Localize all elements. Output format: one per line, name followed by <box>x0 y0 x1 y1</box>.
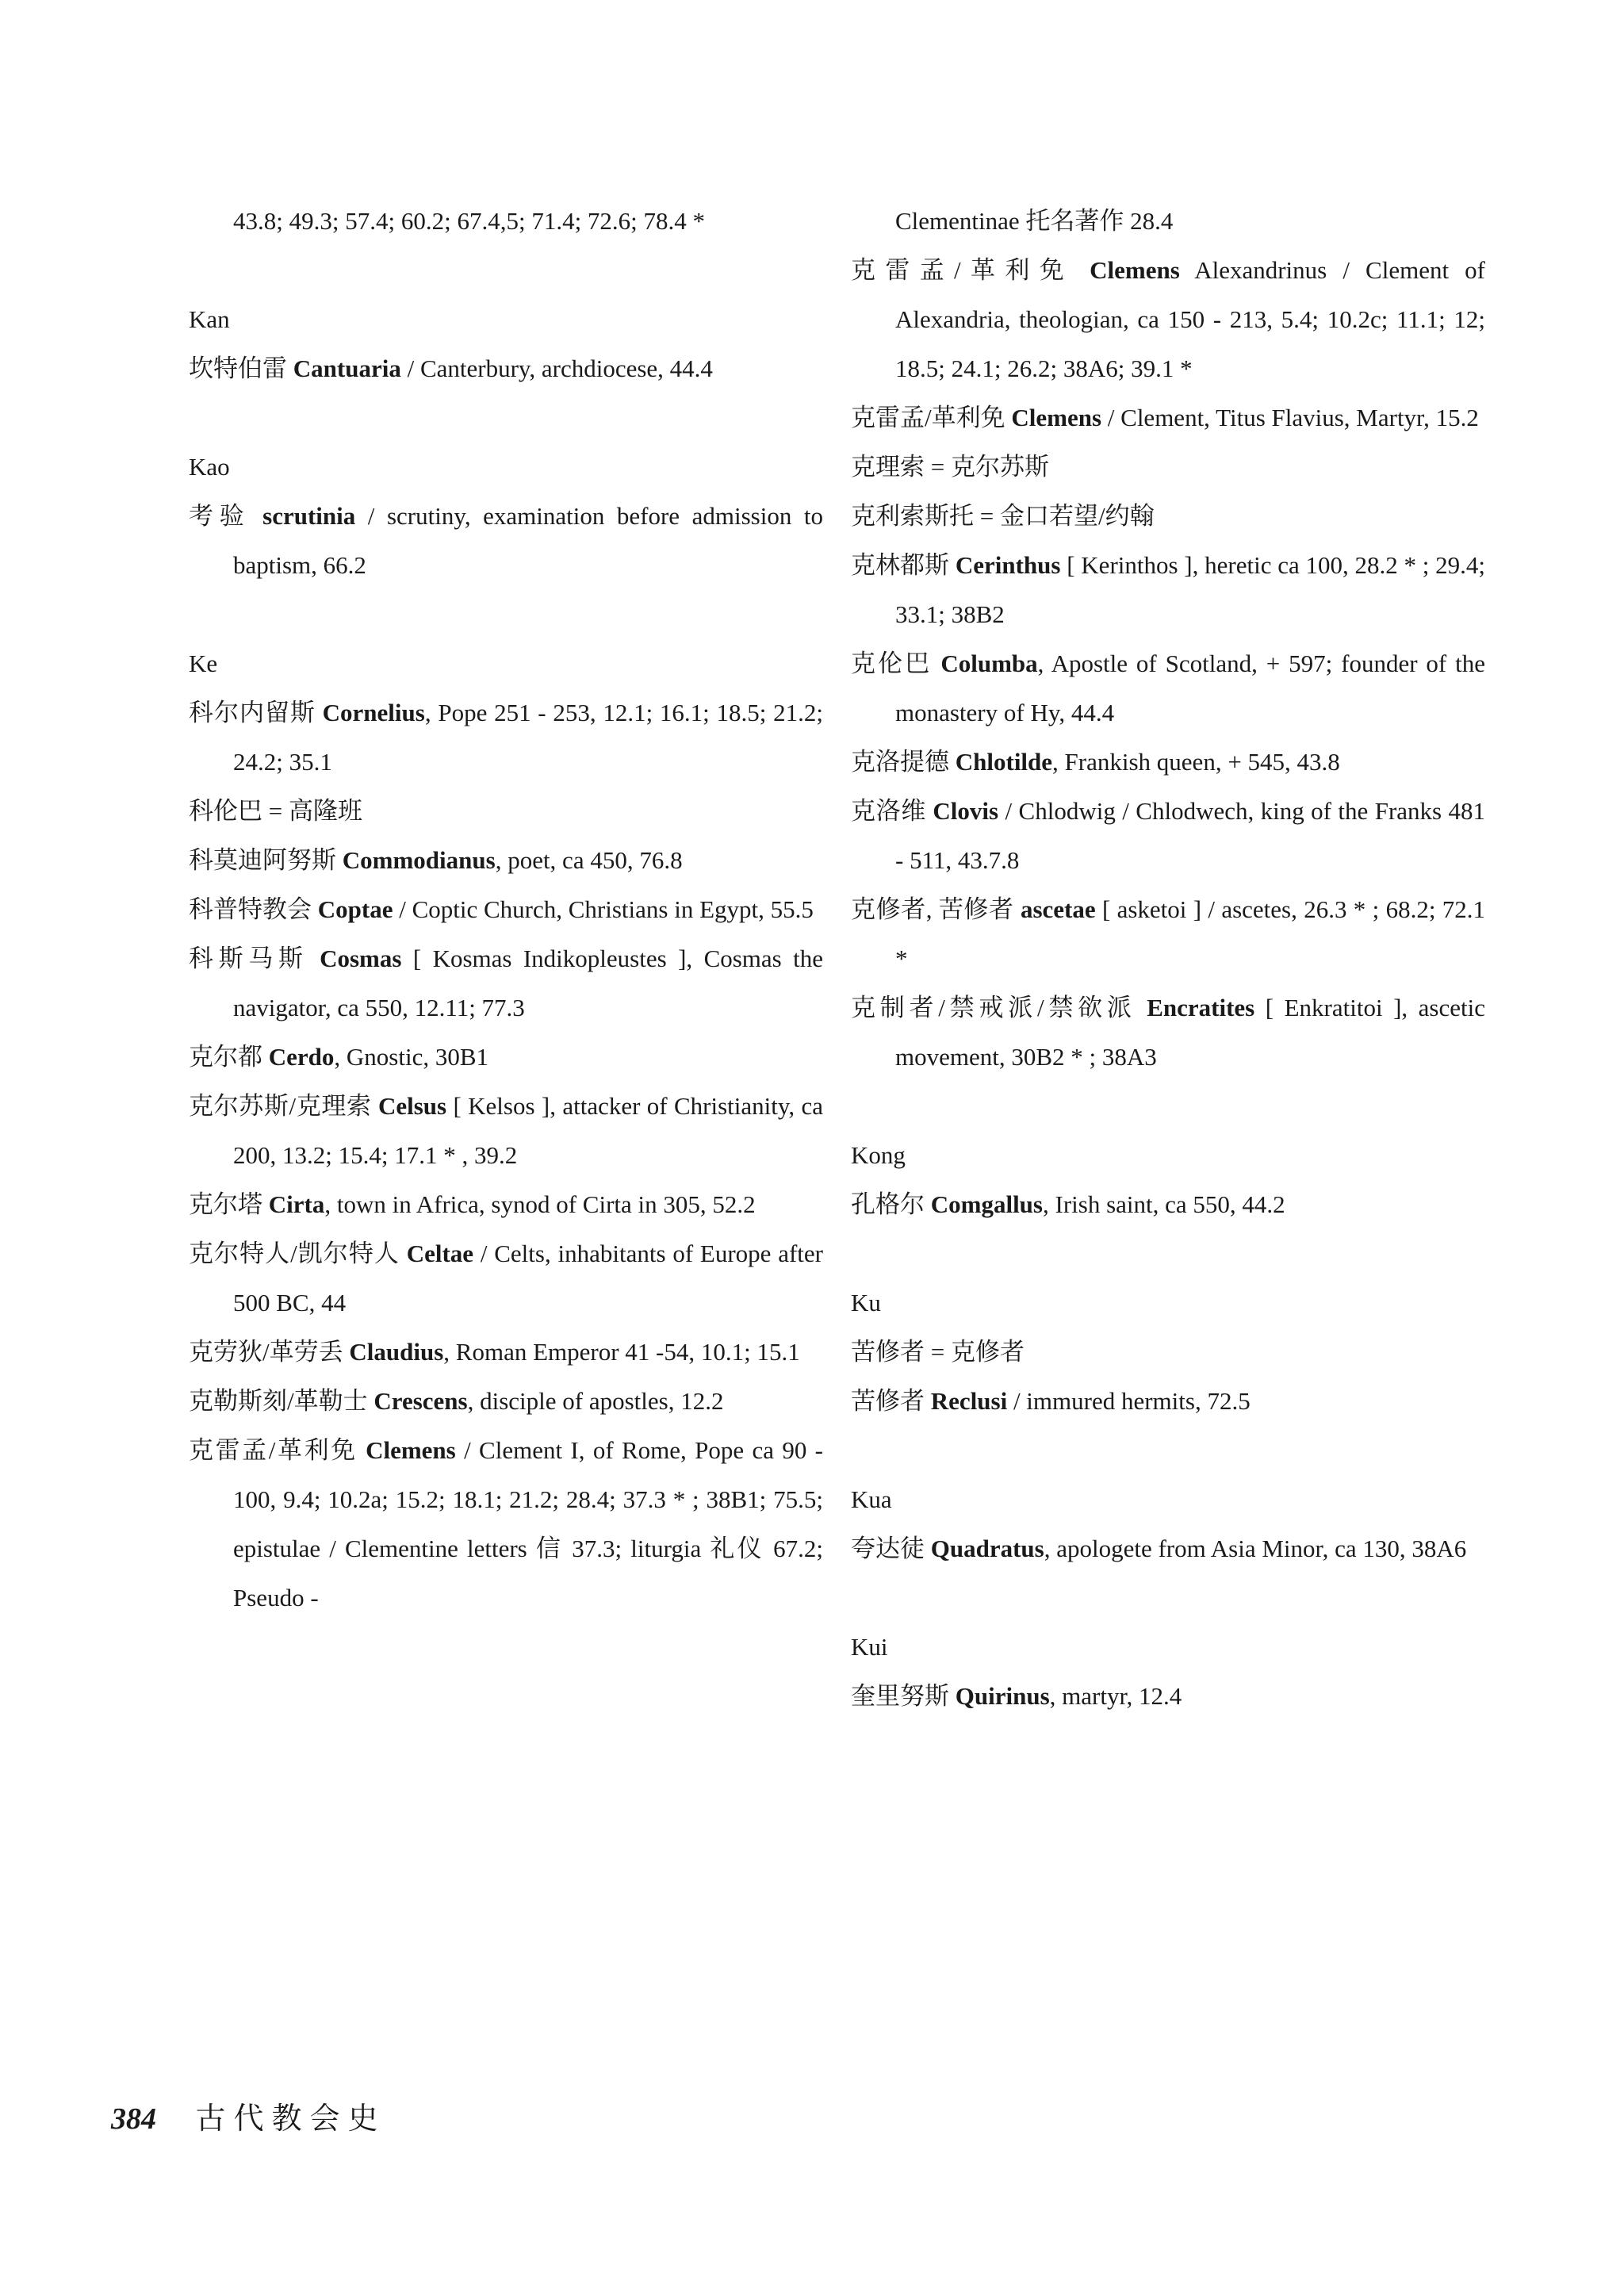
index-entry <box>851 1180 1485 1229</box>
index-entry <box>189 1082 823 1180</box>
index-entry <box>851 393 1485 443</box>
entry-latin-term: Comgallus <box>930 1190 1043 1218</box>
entry-latin-term: Chlotilde <box>955 748 1053 776</box>
index-entry <box>851 983 1485 1082</box>
index-entry <box>189 344 823 393</box>
entry-description: , martyr, 12.4 <box>1049 1682 1182 1710</box>
index-entry <box>851 639 1485 738</box>
entry-chinese-name: 克修者, 苦修者 <box>851 895 1014 923</box>
entry-latin-term: Quirinus <box>955 1682 1050 1710</box>
index-entry <box>189 1328 823 1377</box>
entry-description: / Coptic Church, Christians in Egypt, 55.5 <box>393 895 814 923</box>
entry-latin-term: Celsus <box>377 1092 447 1120</box>
entry-chinese-name: 科伦巴 = 高隆班 <box>189 797 362 825</box>
entry-chinese-name: 克利索斯托 = 金口若望/约翰 <box>851 502 1155 530</box>
section-letter-heading: Kua <box>851 1485 892 1513</box>
entry-description: [ Enkratitoi ], ascetic movement, 30B2 * ; 38A3 <box>895 994 1485 1071</box>
entry-chinese-name: 克制者/禁戒派/禁欲派 <box>851 994 1136 1021</box>
entry-description: , disciple of apostles, 12.2 <box>467 1387 724 1415</box>
entry-latin-term: Commodianus <box>342 846 496 874</box>
index-entry <box>851 246 1485 393</box>
entry-chinese-name: 科莫迪阿努斯 <box>189 846 336 874</box>
entry-latin-term: Cosmas <box>320 945 402 972</box>
entry-latin-term: Cirta <box>268 1190 325 1218</box>
entry-chinese-name: 考验 <box>189 502 251 530</box>
entry-latin-term: Columba <box>940 650 1038 677</box>
entry-latin-term: Claudius <box>349 1338 444 1366</box>
entry-description: / Celts, inhabitants of Europe after 500 BC, 44 <box>233 1240 824 1316</box>
entry-chinese-name: 苦修者 = 克修者 <box>851 1338 1025 1366</box>
left-column <box>189 197 823 1623</box>
section-letter-heading: Kan <box>189 305 230 333</box>
entry-chinese-name: 孔格尔 <box>851 1190 925 1218</box>
index-entry <box>189 688 823 787</box>
index-entry <box>851 1524 1485 1573</box>
entry-description: / Clement, Titus Flavius, Martyr, 15.2 <box>1101 404 1479 431</box>
entry-description: [ asketoi ] / ascetes, 26.3 * ; 68.2; 72.1 * <box>895 895 1486 972</box>
entry-description: / Chlodwig / Chlodwech, king of the Franks 481 - 511, 43.7.8 <box>895 797 1486 874</box>
entry-chinese-name: 克洛提德 <box>851 748 949 776</box>
entry-chinese-name: 克尔特人/凯尔特人 <box>189 1240 400 1267</box>
entry-chinese-name: 克雷孟/革利免 <box>189 1436 358 1464</box>
entry-chinese-name: 科斯马斯 <box>189 945 308 972</box>
entry-chinese-name: 科尔内留斯 <box>189 699 316 726</box>
entry-description: , town in Africa, synod of Cirta in 305, 52.2 <box>324 1190 756 1218</box>
entry-description: , Gnostic, 30B1 <box>334 1043 489 1071</box>
entry-chinese-name: 克勒斯刻/革勒士 <box>189 1387 368 1415</box>
entry-description: , apologete from Asia Minor, ca 130, 38A6 <box>1044 1535 1467 1562</box>
index-entry <box>851 443 1485 492</box>
entry-description: , poet, ca 450, 76.8 <box>495 846 683 874</box>
index-entry <box>189 1033 823 1082</box>
entry-latin-term: Coptae <box>317 895 393 923</box>
entry-description: , Frankish queen, + 545, 43.8 <box>1052 748 1340 776</box>
entry-description: [ Kosmas Indikopleustes ], Cosmas the navigator, ca 550, 12.11; 77.3 <box>233 945 824 1021</box>
entry-chinese-name: 坎特伯雷 <box>189 354 287 382</box>
section-letter-heading: Kao <box>189 453 230 481</box>
entry-latin-term: ascetae <box>1020 895 1096 923</box>
page-footer <box>111 2094 386 2137</box>
index-entry-continuation: 43.8; 49.3; 57.4; 60.2; 67.4,5; 71.4; 72.6; 78.4 * <box>233 207 706 235</box>
section-letter-heading: Ke <box>189 650 218 677</box>
entry-chinese-name: 克林都斯 <box>851 551 950 579</box>
index-entry <box>189 1426 823 1623</box>
entry-chinese-name: 克理索 = 克尔苏斯 <box>851 453 1049 481</box>
entry-chinese-name: 克洛维 <box>851 797 926 825</box>
index-entry <box>851 1377 1485 1426</box>
index-entry <box>851 541 1485 639</box>
entry-description: / scrutiny, examination before admission to baptism, 66.2 <box>233 502 823 579</box>
entry-latin-term: Encratites <box>1147 994 1255 1021</box>
entry-description: Alexandrinus / Clement of Alexandria, theologian, ca 150 - 213, 5.4; 10.2c; 11.1; 12; 18.5; 24.1; 26.2; 38A6; 39.1 * <box>895 256 1486 382</box>
index-entry <box>189 836 823 885</box>
index-entry <box>851 885 1485 983</box>
entry-chinese-name: 克雷孟/革利免 <box>851 256 1074 284</box>
entry-latin-term: Cornelius <box>322 699 425 726</box>
index-entry <box>851 1672 1485 1721</box>
index-entry <box>189 1180 823 1229</box>
index-entry <box>189 492 823 590</box>
entry-description: , Apostle of Scotland, + 597; founder of the monastery of Hy, 44.4 <box>895 650 1486 726</box>
book-title: 古代教会史 <box>195 2102 386 2136</box>
right-column <box>851 197 1485 1721</box>
section-letter-heading: Kong <box>851 1141 906 1169</box>
entry-latin-term: Crescens <box>373 1387 468 1415</box>
index-entry <box>851 1328 1485 1377</box>
entry-latin-term: Cantuaria <box>293 354 401 382</box>
section-letter-heading: Kui <box>851 1633 888 1661</box>
entry-latin-term: Cerdo <box>268 1043 335 1071</box>
entry-latin-term: Clemens <box>366 1436 456 1464</box>
entry-latin-term: scrutinia <box>262 502 356 530</box>
entry-description: / Canterbury, archdiocese, 44.4 <box>400 354 713 382</box>
page-number: 384 <box>111 2102 156 2136</box>
index-entry <box>851 492 1485 541</box>
entry-latin-term: Cerinthus <box>955 551 1061 579</box>
index-entry <box>189 885 823 934</box>
entry-chinese-name: 克尔塔 <box>189 1190 262 1218</box>
index-entry <box>189 787 823 836</box>
entry-latin-term: Clemens <box>1011 404 1102 431</box>
entry-chinese-name: 克尔都 <box>189 1043 262 1071</box>
entry-chinese-name: 科普特教会 <box>189 895 312 923</box>
entry-chinese-name: 克雷孟/革利免 <box>851 404 1005 431</box>
entry-description: [ Kerinthos ], heretic ca 100, 28.2 * ; 29.4; 33.1; 38B2 <box>895 551 1486 628</box>
index-entry <box>851 787 1485 885</box>
index-entry <box>189 1377 823 1426</box>
entry-description: , Irish saint, ca 550, 44.2 <box>1043 1190 1285 1218</box>
entry-latin-term: Clovis <box>933 797 999 825</box>
entry-latin-term: Quadratus <box>930 1535 1044 1562</box>
index-entry <box>189 934 823 1033</box>
entry-chinese-name: 苦修者 <box>851 1387 925 1415</box>
entry-description: , Roman Emperor 41 -54, 10.1; 15.1 <box>443 1338 800 1366</box>
entry-latin-term: Celtae <box>406 1240 474 1267</box>
index-entry <box>189 1229 823 1328</box>
entry-description: [ Kelsos ], attacker of Christianity, ca 200, 13.2; 15.4; 17.1 * , 39.2 <box>233 1092 823 1169</box>
index-entry <box>851 738 1485 787</box>
entry-description: , Pope 251 - 253, 12.1; 16.1; 18.5; 21.2; 24.2; 35.1 <box>233 699 823 776</box>
section-letter-heading: Ku <box>851 1289 881 1316</box>
entry-chinese-name: 克劳狄/革劳丢 <box>189 1338 343 1366</box>
index-entry-continuation: Clementinae 托名著作 28.4 <box>895 207 1174 235</box>
entry-chinese-name: 奎里努斯 <box>851 1682 949 1710</box>
entry-chinese-name: 克伦巴 <box>851 650 933 677</box>
entry-description: / Clement I, of Rome, Pope ca 90 - 100, 9.4; 10.2a; 15.2; 18.1; 21.2; 28.4; 37.3 * ; 38B1; 75.5; epistulae / Clementine letters 信 37.3; liturgia 礼仪 67.2; Pseudo - <box>233 1436 823 1611</box>
entry-description: / immured hermits, 72.5 <box>1007 1387 1251 1415</box>
entry-latin-term: Clemens <box>1090 256 1180 284</box>
entry-chinese-name: 夸达徒 <box>851 1535 925 1562</box>
entry-chinese-name: 克尔苏斯/克理索 <box>189 1092 372 1120</box>
entry-latin-term: Reclusi <box>930 1387 1008 1415</box>
